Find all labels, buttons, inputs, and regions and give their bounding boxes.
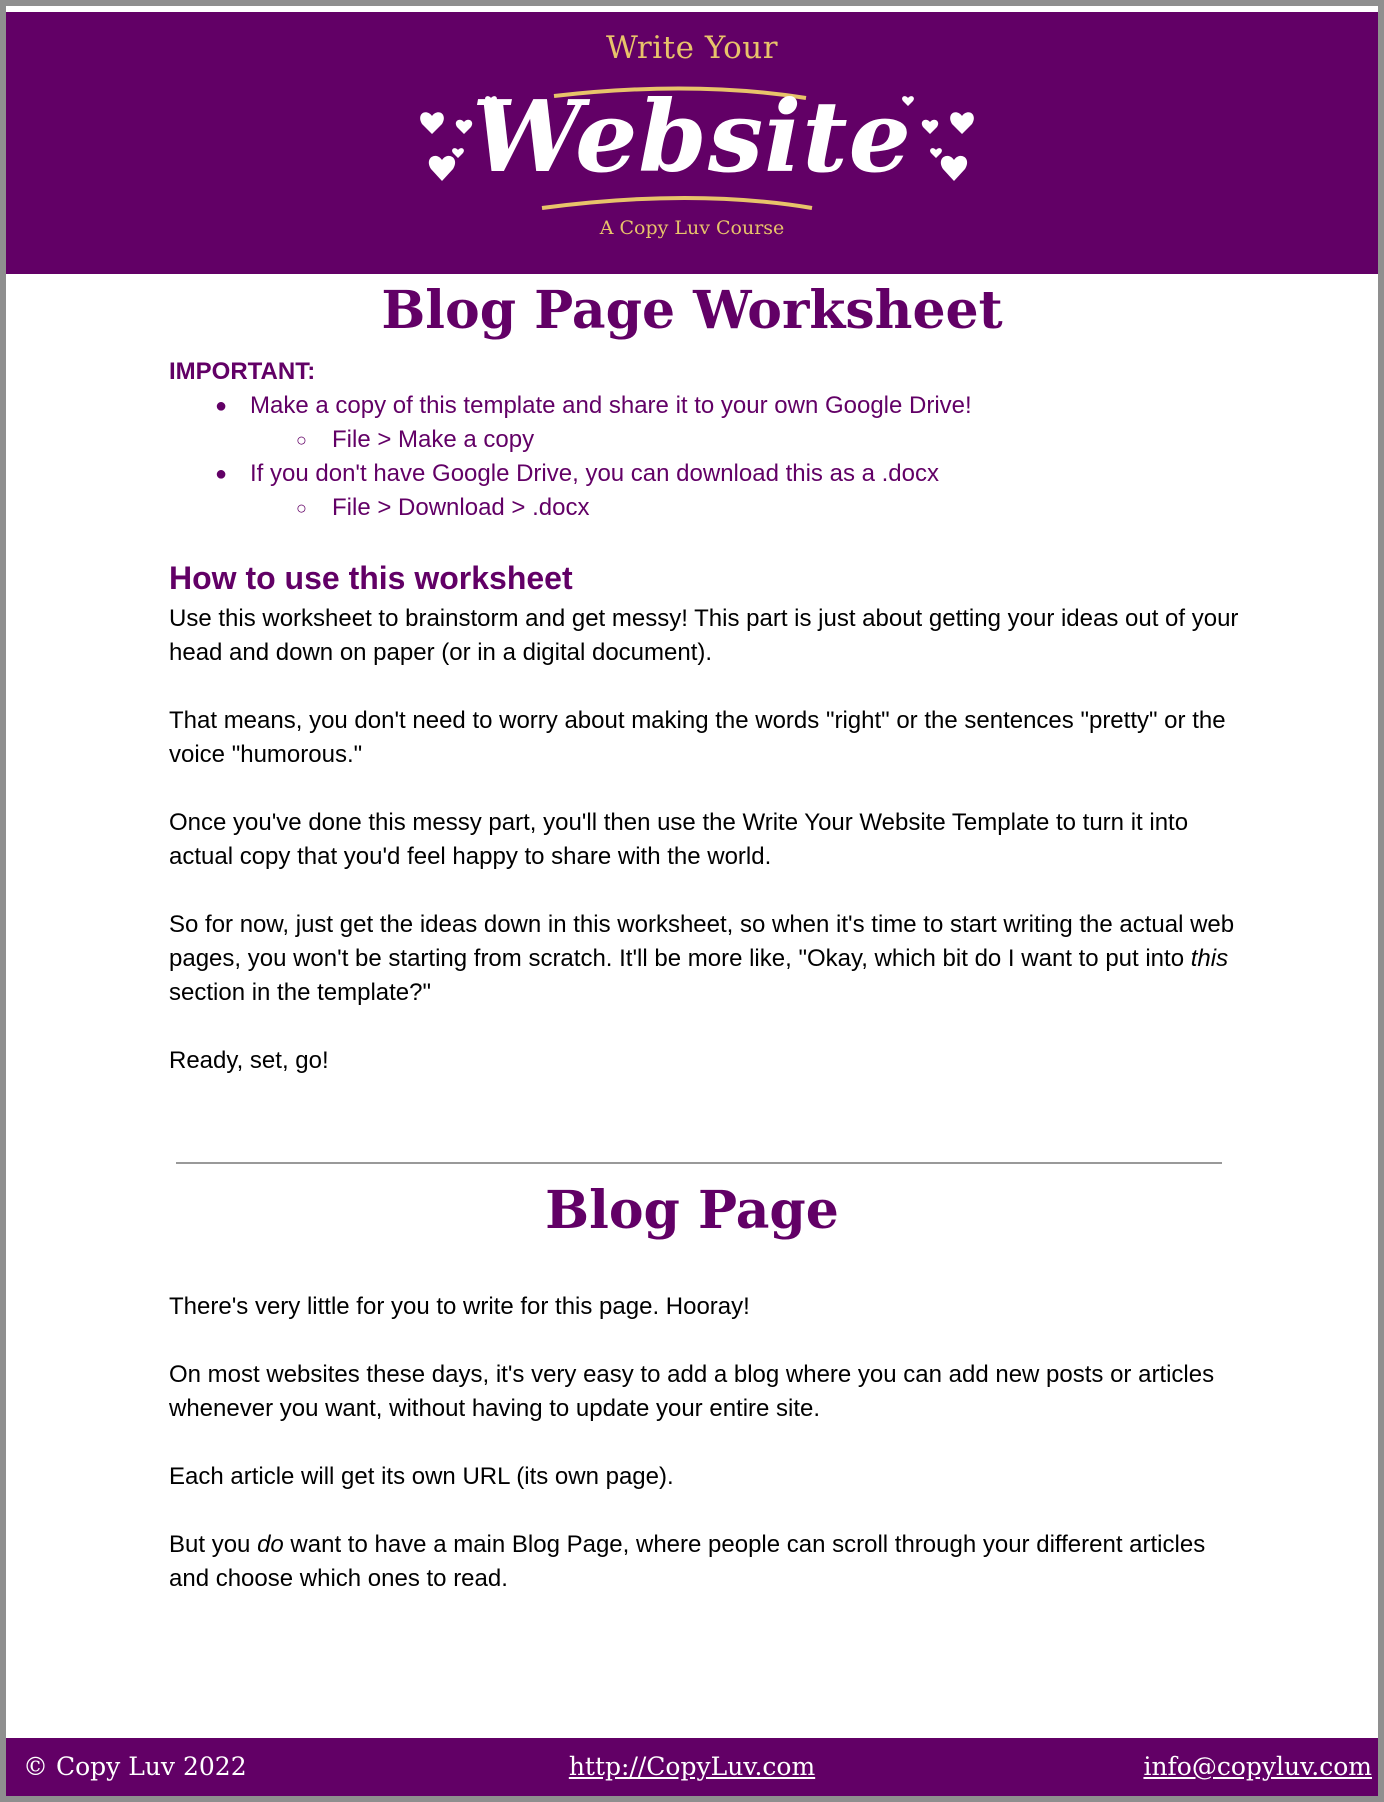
emphasis-text: do <box>257 1531 284 1558</box>
list-item-text: If you don't have Google Drive, you can download this as a .docx <box>250 460 939 487</box>
paragraph-text: But you <box>169 1531 258 1558</box>
how-to-heading: How to use this worksheet <box>169 560 573 596</box>
footer-copyright: © Copy Luv 2022 <box>23 1752 247 1781</box>
footer-website-link[interactable]: http://CopyLuv.com <box>568 1752 816 1781</box>
how-to-paragraph-1: Use this worksheet to brainstorm and get messy! This part is just about getting your ideas out of your head and down on paper (or in a digital document). <box>169 605 1239 666</box>
page-title: Blog Page Worksheet <box>381 280 1003 341</box>
document-page <box>6 6 1378 1796</box>
section-divider <box>176 1162 1222 1164</box>
paragraph-text: section in the template?" <box>169 979 432 1006</box>
emphasis-text: this <box>1190 945 1229 972</box>
how-to-paragraph-3: Once you've done this messy part, you'll then use the Write Your Website Template to turn it into actual copy that you'd feel happy to share with the world. <box>169 809 1189 870</box>
bullet-circle-icon: ○ <box>296 498 307 518</box>
bullet-dot-icon: ● <box>215 463 228 485</box>
page-footer <box>6 1738 1378 1796</box>
banner-top-text: Write Your <box>605 30 779 66</box>
blog-section-title: Blog Page <box>545 1180 839 1241</box>
paragraph-text: So for now, just get the ideas down in this worksheet, so when it's time to start writing the actual web pages, you won't be starting from scratch. It'll be more like, "Okay, which bit do I want to put into <box>169 911 1235 972</box>
paragraph-text: want to have a main Blog Page, where people can scroll through your different articles and choose which ones to read. <box>169 1531 1206 1592</box>
how-to-paragraph-2: That means, you don't need to worry about making the words "right" or the sentences "pretty" or the voice "humorous." <box>169 707 1226 768</box>
list-item-text: File > Download > .docx <box>332 494 590 521</box>
blog-paragraph-4 <box>169 1528 1249 1596</box>
important-label: IMPORTANT: <box>169 358 316 385</box>
how-to-paragraph-5: Ready, set, go! <box>169 1047 329 1074</box>
banner-subtitle: A Copy Luv Course <box>599 217 785 239</box>
blog-paragraph-1: There's very little for you to write for this page. Hooray! <box>169 1293 750 1320</box>
list-item <box>169 491 1269 525</box>
header-banner <box>6 12 1378 274</box>
bullet-circle-icon: ○ <box>296 430 307 450</box>
footer-email-link[interactable]: info@copyluv.com <box>1143 1752 1372 1781</box>
blog-paragraph-3: Each article will get its own URL (its own page). <box>169 1463 674 1490</box>
how-to-paragraph-4 <box>169 908 1249 1010</box>
list-item-text: Make a copy of this template and share it to your own Google Drive! <box>250 392 972 419</box>
important-list <box>169 389 1269 525</box>
gold-arc-bottom-icon <box>542 198 812 208</box>
list-item-text: File > Make a copy <box>332 426 535 453</box>
banner-logo-text: Website <box>472 80 912 195</box>
bullet-dot-icon: ● <box>215 395 228 417</box>
list-item <box>169 389 1269 423</box>
list-item <box>169 423 1269 457</box>
blog-paragraph-2: On most websites these days, it's very easy to add a blog where you can add new posts or articles whenever you want, without having to update your entire site. <box>169 1361 1215 1422</box>
list-item <box>169 457 1269 491</box>
